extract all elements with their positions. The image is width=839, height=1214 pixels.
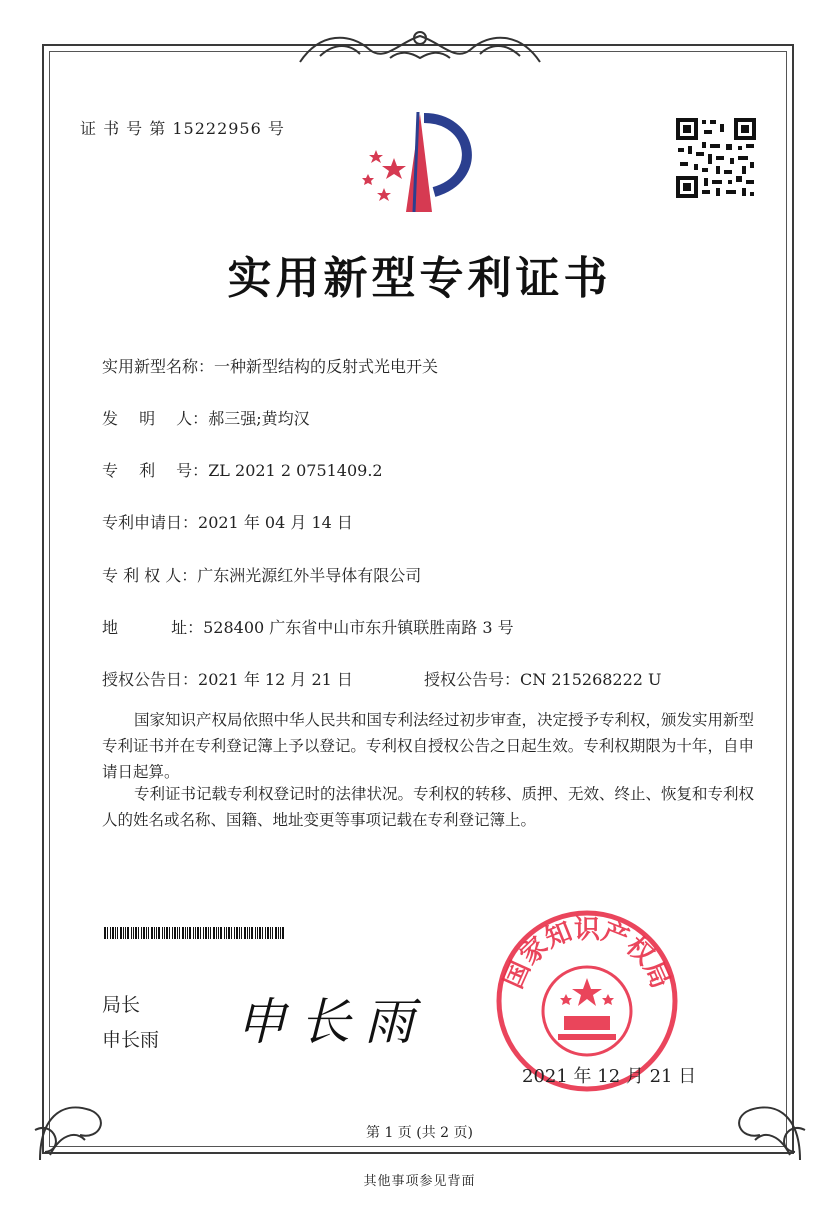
field-value: 郝三强;黄均汉 [208,409,310,428]
field-value: CN 215268222 U [520,670,662,689]
barcode-bar [220,927,222,939]
barcode-bar [265,927,266,939]
barcode-bar [210,927,211,939]
barcode-bar [208,927,209,939]
barcode-bar [125,927,126,939]
bottom-right-ornament [700,1060,810,1170]
field-inventor [102,406,310,429]
barcode-bar [257,927,258,939]
barcode-bar [133,927,134,939]
barcode-bar [267,927,269,939]
field-value: 广东洲光源红外半导体有限公司 [197,566,422,585]
barcode-bar [193,927,194,939]
barcode-bar [182,927,184,939]
barcode-bar [259,927,261,939]
seal-date: 2021 年 12 月 21 日 [522,1066,697,1087]
barcode-bar [141,927,142,939]
barcode-bar [228,927,230,939]
barcode-bar [131,927,132,939]
barcode-bar [247,927,248,939]
barcode-bar [117,927,118,939]
field-value: 528400 广东省中山市东升镇联胜南路 3 号 [203,618,514,637]
field-label: 专 利 权 人： [102,566,198,585]
barcode-bar [146,927,147,939]
barcode-bar [236,927,238,939]
barcode-bar [203,927,204,939]
field-label: 授权公告号： [424,670,521,689]
barcode-bar [120,927,122,939]
barcode-bar [231,927,232,939]
qr-code [676,118,756,198]
barcode-bar [104,927,106,939]
barcode-bar [251,927,253,939]
barcode [104,927,285,939]
barcode-bar [234,927,235,939]
barcode-bar [278,927,279,939]
field-grant-date [102,667,353,690]
footer-note: 其他事项参见背面 [363,1174,476,1189]
barcode-bar [154,927,155,939]
barcode-bar [216,927,217,939]
barcode-bar [179,927,180,939]
field-patent-number [102,458,383,481]
field-filing-date [102,510,353,533]
director-name: 申长雨 [102,1029,160,1051]
field-label: 地 址： [102,618,204,637]
field-grant-number [424,667,662,690]
barcode-bar [244,927,246,939]
seal-text: 国家知识产权局 [498,915,676,994]
barcode-bar [169,927,170,939]
barcode-bar [151,927,153,939]
barcode-bar [189,927,191,939]
barcode-bar [187,927,188,939]
barcode-bar [224,927,225,939]
field-label: 专 利 号： [102,461,209,480]
barcode-bar [112,927,114,939]
barcode-bar [241,927,242,939]
barcode-bar [205,927,207,939]
field-value: 2021 年 12 月 21 日 [198,670,353,689]
barcode-bar [262,927,263,939]
barcode-bar [226,927,227,939]
barcode-bar [115,927,116,939]
barcode-bar [197,927,199,939]
field-address [102,615,514,638]
barcode-bar [162,927,163,939]
barcode-bar [174,927,176,939]
barcode-bar [270,927,271,939]
field-label: 专利申请日： [102,513,199,532]
barcode-bar [239,927,240,939]
legal-paragraph-2: 专利证书记载专利权登记时的法律状况。专利权的转移、质押、无效、终止、恢复和专利权人的姓名或名称、国籍、地址变更等事项记载在专利登记簿上。 [102,785,755,829]
barcode-bar [123,927,124,939]
field-value: 2021 年 04 月 14 日 [198,513,353,532]
barcode-bar [280,927,281,939]
director-signature: 申长雨 [236,993,428,1051]
barcode-bar [218,927,219,939]
director-title: 局长 [102,994,141,1016]
barcode-bar [148,927,149,939]
patent-office-logo [354,108,484,218]
barcode-bar [272,927,273,939]
barcode-bar [195,927,196,939]
certificate-title: 实用新型专利证书 [227,253,612,304]
field-utility-model-name [102,354,438,377]
barcode-bar [275,927,277,939]
field-value: ZL 2021 2 0751409.2 [208,461,383,480]
field-label: 发 明 人： [102,409,209,428]
barcode-bar [110,927,111,939]
legal-paragraph-1: 国家知识产权局依照中华人民共和国专利法经过初步审查，决定授予专利权，颁发实用新型专利证书并在专利登记簿上予以登记。专利权自授权公告之日起生效。专利权期限为十年，自申请日起算。 [102,711,755,781]
barcode-bar [249,927,250,939]
barcode-bar [158,927,160,939]
bottom-left-ornament [30,1060,140,1170]
top-ornament [290,22,550,72]
barcode-bar [166,927,168,939]
barcode-bar [107,927,108,939]
barcode-bar [156,927,157,939]
barcode-bar [164,927,165,939]
barcode-bar [255,927,256,939]
field-label: 授权公告日： [102,670,199,689]
field-value: 一种新型结构的反射式光电开关 [214,357,439,376]
barcode-bar [185,927,186,939]
barcode-bar [177,927,178,939]
field-patentee [102,563,421,586]
barcode-bar [200,927,201,939]
barcode-bar [213,927,215,939]
barcode-bar [138,927,139,939]
barcode-bar [143,927,145,939]
certificate-number: 证 书 号 第 15222956 号 [80,119,285,138]
barcode-bar [172,927,173,939]
barcode-bar [127,927,129,939]
barcode-bar [135,927,137,939]
field-label: 实用新型名称： [102,357,215,376]
barcode-bar [282,927,284,939]
page-number: 第 1 页 (共 2 页) [366,1125,473,1141]
